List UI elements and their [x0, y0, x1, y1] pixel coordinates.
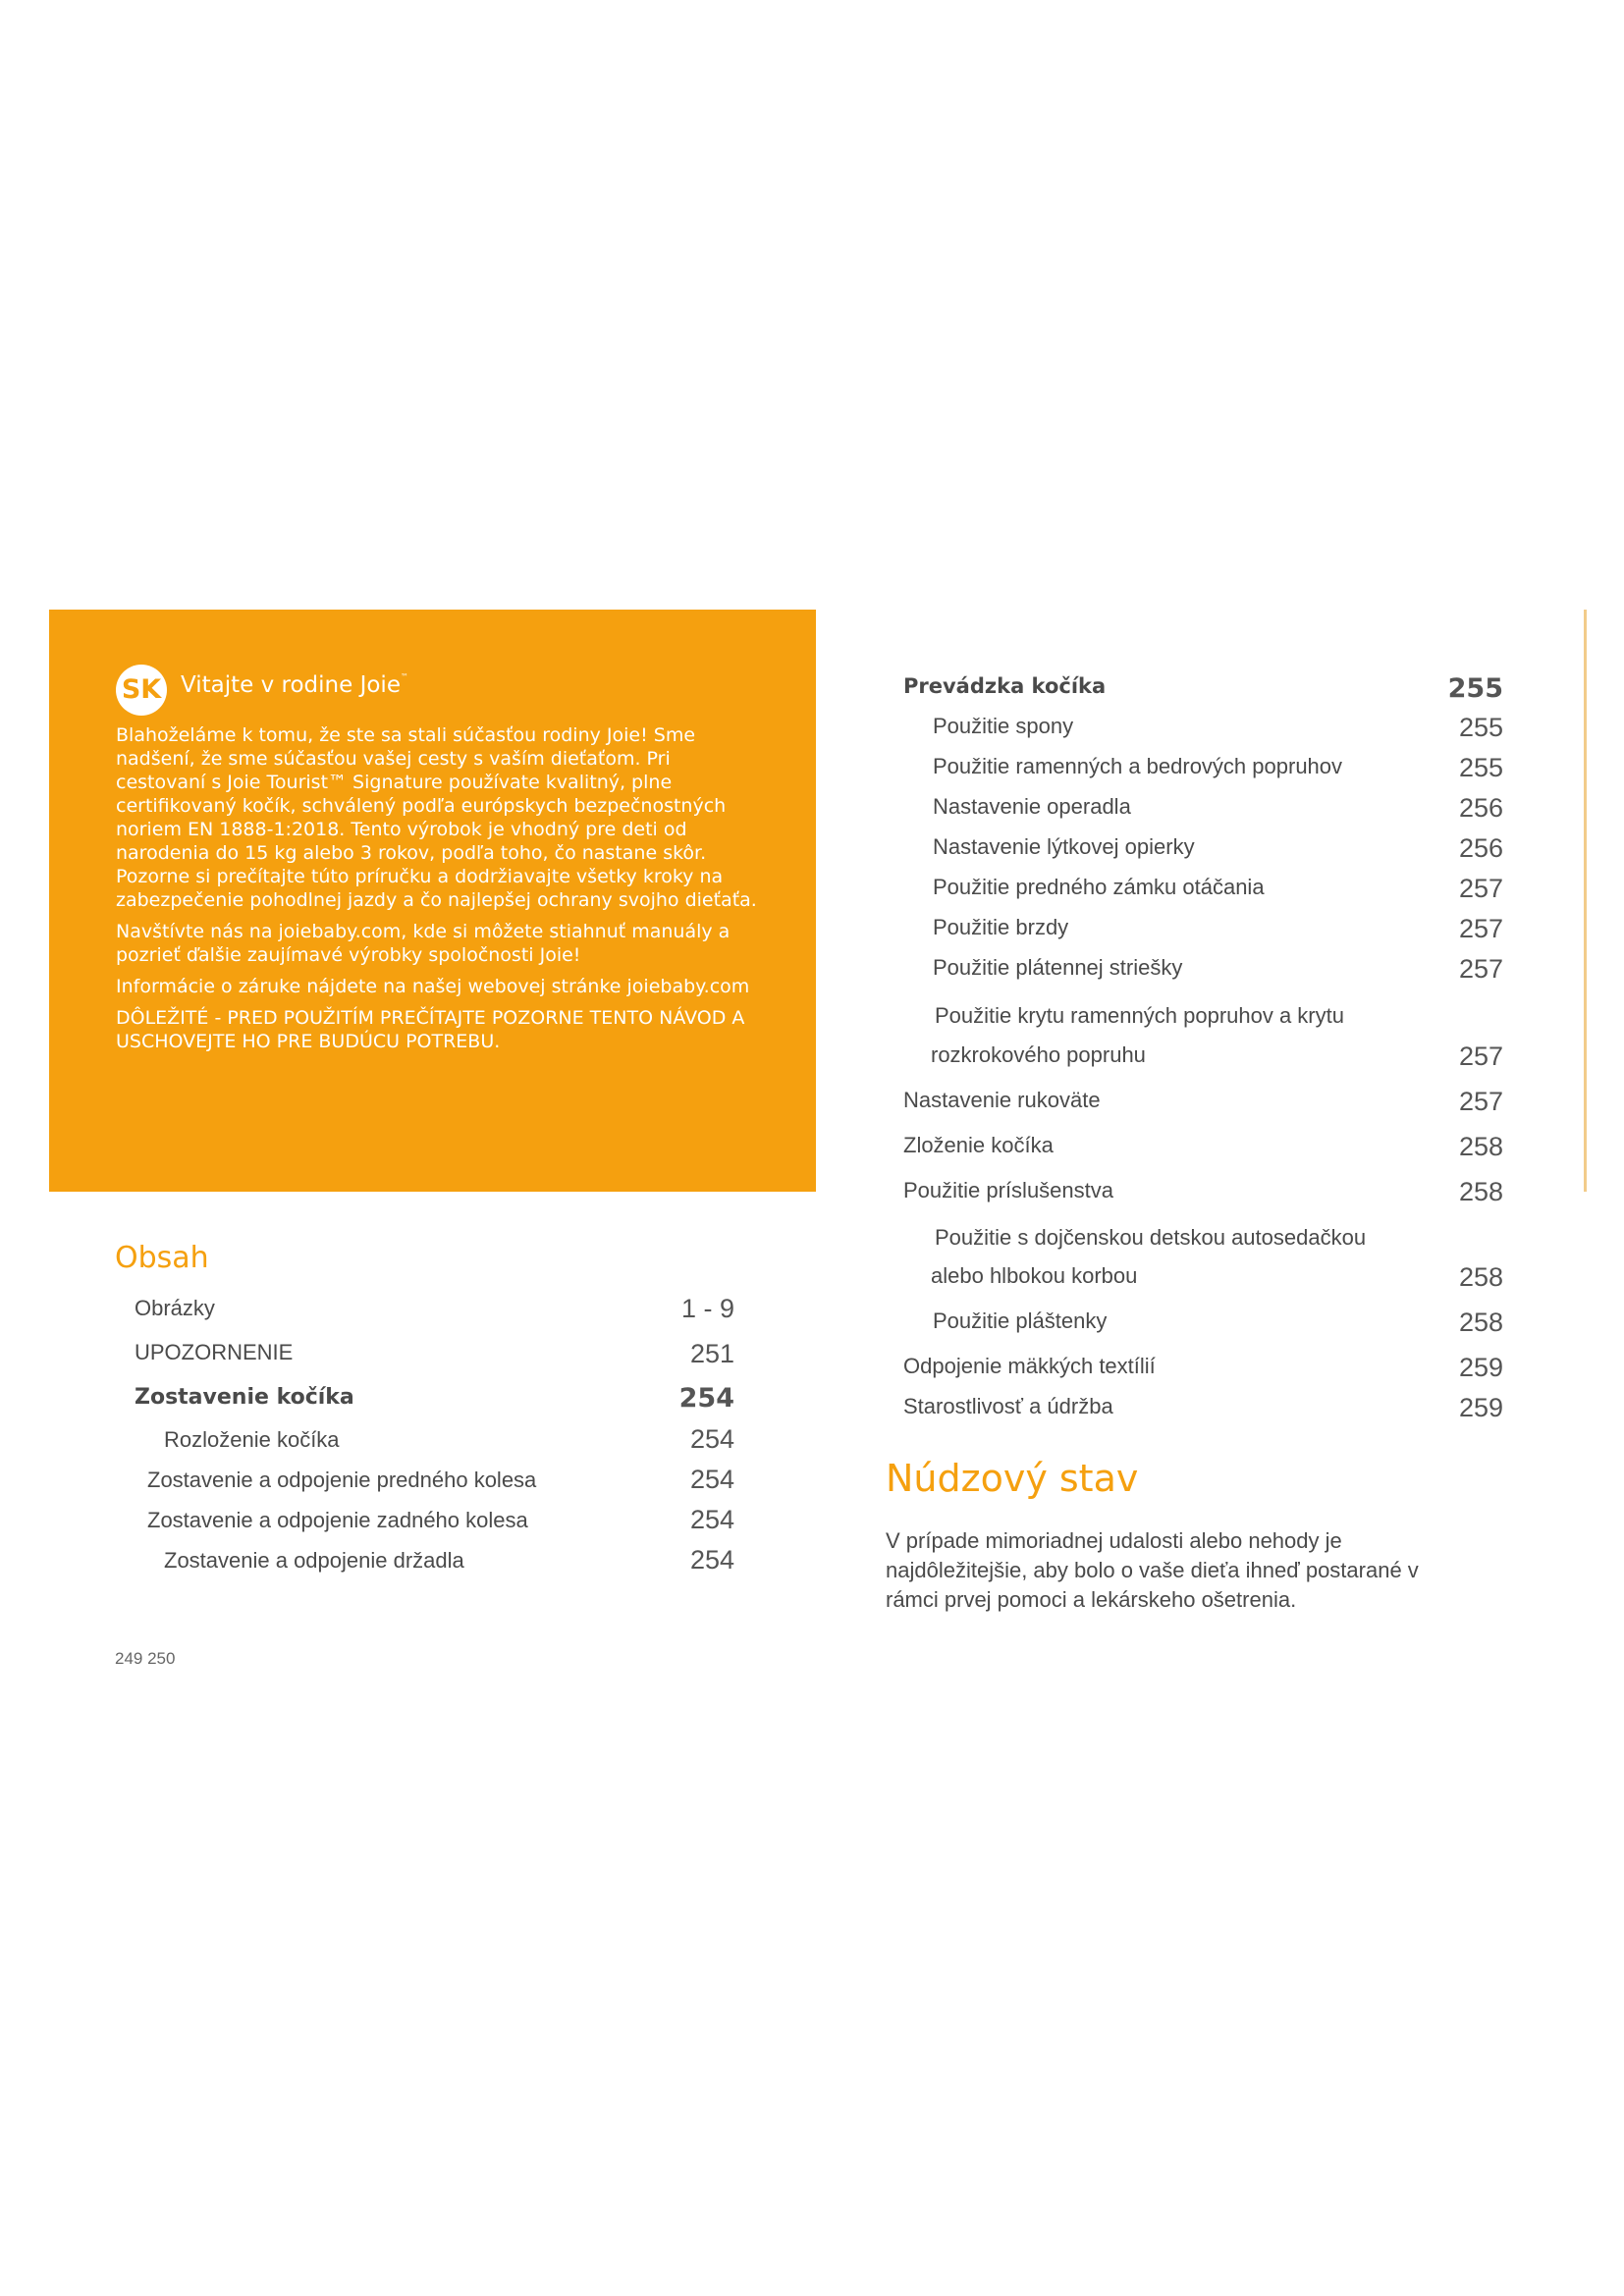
- welcome-body: [116, 723, 764, 1061]
- language-badge: SK: [116, 665, 167, 716]
- toc-item-label: Použitie ramenných a bedrových popruhov: [933, 754, 1343, 778]
- toc-item-page: 258: [1458, 1132, 1503, 1161]
- toc-item-page: 257: [1458, 914, 1503, 943]
- toc-item-page: 254: [689, 1505, 734, 1534]
- welcome-panel: [49, 610, 816, 1192]
- toc-item-label: Starostlivosť a údržba: [903, 1394, 1113, 1418]
- toc-item-page: 259: [1458, 1393, 1503, 1422]
- welcome-title: [181, 672, 408, 698]
- toc-item-label: Obrázky: [135, 1296, 215, 1320]
- welcome-warranty: Informácie o záruke nájdete na našej webovej stránke joiebaby.com: [116, 976, 750, 997]
- toc-item-page: 257: [1458, 874, 1503, 903]
- toc-item-page: 254: [689, 1465, 734, 1494]
- page-numbers: 249 250: [115, 1649, 176, 1668]
- toc-item-page: 254: [689, 1424, 734, 1454]
- toc-item-page: 257: [1458, 1087, 1503, 1116]
- toc-item-label: Zostavenie a odpojenie predného kolesa: [147, 1468, 537, 1492]
- toc-item-label: Rozloženie kočíka: [164, 1427, 340, 1452]
- toc-item-label: Použitie pláštenky: [933, 1308, 1108, 1333]
- toc-item-page: 258: [1458, 1177, 1503, 1206]
- toc-item-label: Zostavenie a odpojenie držadla: [164, 1548, 464, 1573]
- toc-item-label: Použitie krytu ramenných popruhov a krytu: [935, 1003, 1344, 1028]
- welcome-visit: Navštívte nás na joiebaby.com, kde si môžete stiahnuť manuály a pozrieť ďalšie zaujímavé výrobky spoločnosti Joie!: [116, 921, 731, 966]
- toc-item-page: 256: [1458, 833, 1503, 863]
- toc-item-label: Použitie predného zámku otáčania: [933, 875, 1265, 899]
- emergency-body: V prípade mimoriadnej udalosti alebo nehody je najdôležitejšie, aby bolo o vaše dieťa ihneď postarané v rámci prvej pomoci a lekárskeho ošetrenia.: [886, 1528, 1419, 1612]
- right-divider-line: [1584, 610, 1587, 1192]
- toc-item-label: Zostavenie a odpojenie zadného kolesa: [147, 1508, 528, 1532]
- toc-item-label: Odpojenie mäkkých textílií: [903, 1354, 1156, 1378]
- toc-item-label: Prevádzka kočíka: [903, 674, 1107, 698]
- toc-item-label: Použitie príslušenstva: [903, 1178, 1113, 1202]
- toc-item-page: 258: [1458, 1308, 1503, 1337]
- toc-item-page: 251: [689, 1339, 734, 1368]
- toc-item-label: UPOZORNENIE: [135, 1340, 294, 1364]
- toc-item-page: 258: [1458, 1262, 1503, 1292]
- welcome-intro: Blahoželáme k tomu, že ste sa stali súčasťou rodiny Joie! Sme nadšení, že sme súčasťou vašej cesty s vaším dieťaťom. Pri cestovaní s Joie Tourist™ Signature používate kvalitný, plne certifikovaný kočík, schválený podľa európskych bezpečnostných noriem EN 1888-1:2018. Tento výrobok je vhodný pre deti od narodenia do 15 kg alebo 3 rokov, podľa toho, čo nastane skôr. Pozorne si prečítajte túto príručku a dodržiavajte všetky kroky na zabezpečenie pohodlnej jazdy a čo najlepšej ochrany svojho dieťaťa.: [116, 724, 757, 911]
- toc-item-page: 255: [1458, 753, 1503, 782]
- toc-item-page: 256: [1458, 793, 1503, 823]
- welcome-title-text: Vitajte v rodine Joie: [181, 672, 401, 698]
- toc-item-label: Nastavenie lýtkovej opierky: [933, 834, 1195, 859]
- toc-item-page: 259: [1458, 1353, 1503, 1382]
- trademark-mark: ™: [400, 672, 408, 681]
- toc-item-page: 257: [1458, 954, 1503, 984]
- toc-item-page: 254: [689, 1545, 734, 1575]
- toc-item-label: Nastavenie rukoväte: [903, 1088, 1101, 1112]
- toc-item-label: Použitie plátennej striešky: [933, 955, 1183, 980]
- toc-item-page: 255: [1458, 713, 1503, 742]
- toc-item-label: Zostavenie kočíka: [135, 1385, 354, 1410]
- toc-item-label-continued: rozkrokového popruhu: [931, 1042, 1146, 1067]
- toc-item-label: Zloženie kočíka: [903, 1133, 1054, 1157]
- toc-item-page: 257: [1458, 1041, 1503, 1071]
- toc-item-label-continued: alebo hlbokou korbou: [931, 1263, 1138, 1288]
- toc-item-label: Použitie brzdy: [933, 915, 1069, 939]
- toc-item-label: Nastavenie operadla: [933, 794, 1131, 819]
- welcome-important: DÔLEŽITÉ - PRED POUŽITÍM PREČÍTAJTE POZORNE TENTO NÁVOD A USCHOVEJTE HO PRE BUDÚCU POTREBU.: [116, 1007, 745, 1052]
- toc-item-label: Použitie s dojčenskou detskou autosedačkou: [935, 1225, 1367, 1250]
- toc-item-page: 1 - 9: [680, 1294, 734, 1323]
- toc-item-label: Použitie spony: [933, 714, 1074, 738]
- emergency-title: Núdzový stav: [886, 1457, 1139, 1500]
- toc-item-page: 255: [1447, 673, 1503, 704]
- toc-heading: Obsah: [115, 1241, 209, 1275]
- toc-item-page: 254: [678, 1383, 734, 1414]
